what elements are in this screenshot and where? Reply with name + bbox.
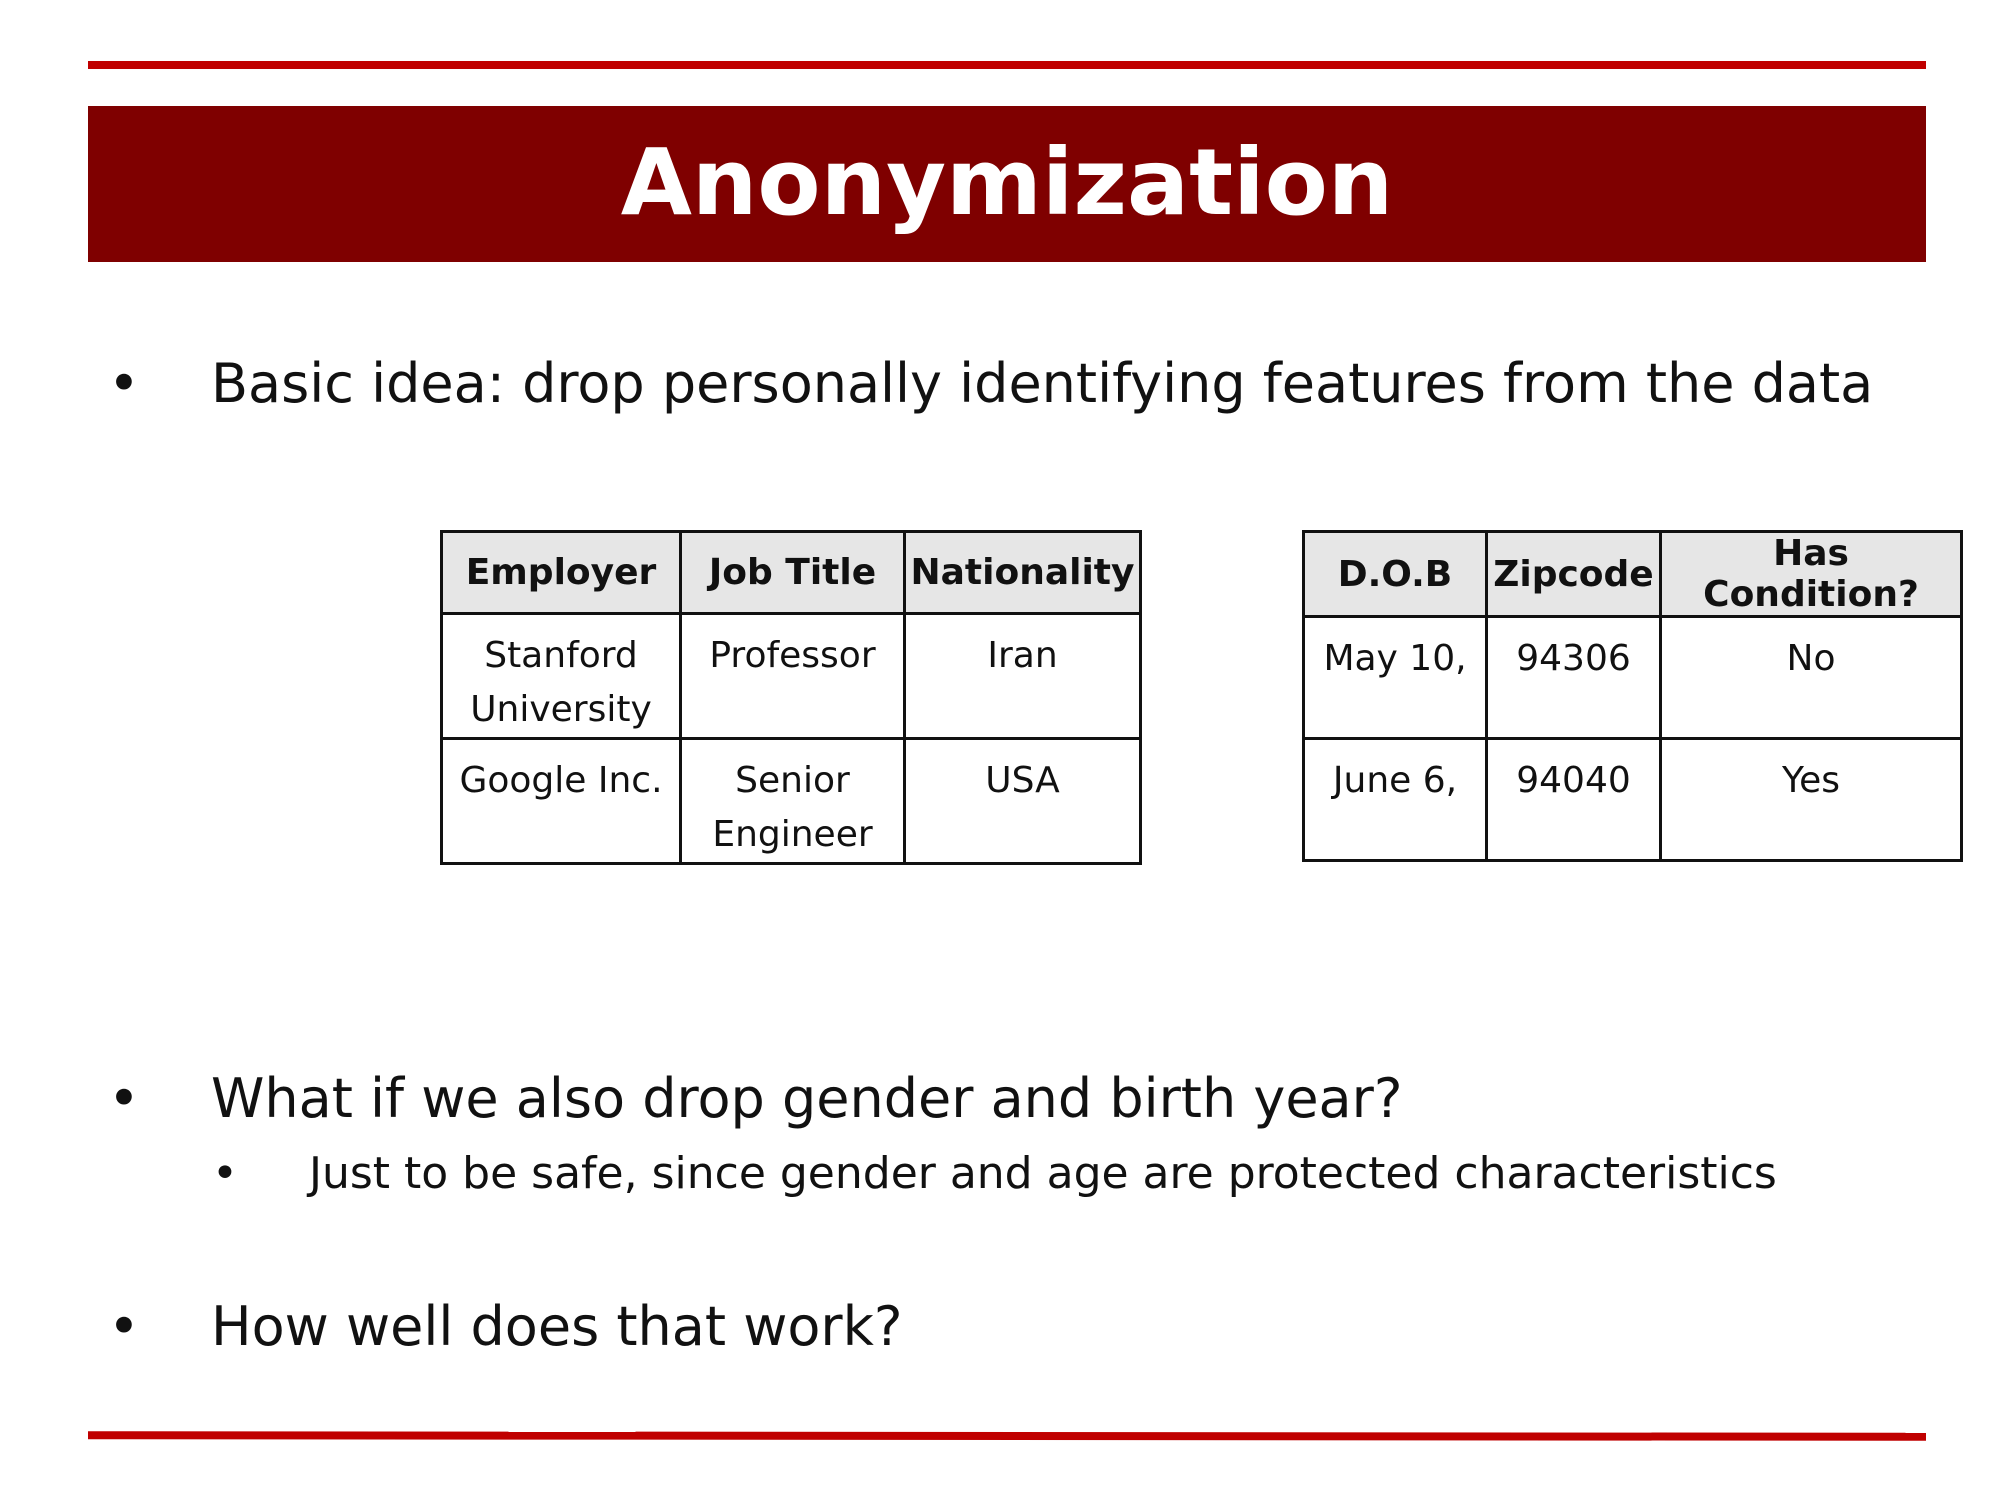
table-cell: No [1661,617,1962,739]
table-cell: Iran [905,614,1141,739]
header-job-title: Job Title [681,532,905,614]
identifying-features-table [440,530,1142,865]
retained-features-table [1302,530,1963,862]
bullet-dot: • [108,352,140,415]
table-cell: June 6, [1304,739,1487,861]
header-has-condition: Has Condition? [1661,532,1962,617]
bullet-text: Just to be safe, since gender and age are protected characteristics [309,1148,1777,1199]
header-zipcode: Zipcode [1487,532,1661,617]
slide-title: Anonymization [620,128,1394,236]
bullet-dot: • [108,1295,140,1358]
table-cell: Stanford University [442,614,681,739]
table-cell: 94306 [1487,617,1661,739]
table-cell: May 10, [1304,617,1487,739]
table-row [1304,739,1962,861]
header-employer: Employer [442,532,681,614]
top-rule [88,61,1926,69]
table-row [1304,617,1962,739]
header-dob: D.O.B [1304,532,1487,617]
table-row [442,739,1141,864]
bottom-rule [88,1431,1926,1441]
header-nationality: Nationality [905,532,1141,614]
table-cell: Professor [681,614,905,739]
title-bar [88,106,1926,262]
bullet-text: What if we also drop gender and birth year? [211,1067,1403,1130]
table-cell: 94040 [1487,739,1661,861]
table-header-row [442,532,1141,614]
table-cell: Senior Engineer [681,739,905,864]
table-cell: USA [905,739,1141,864]
bullet-dot: • [108,1067,140,1130]
table-cell: Google Inc. [442,739,681,864]
table-row [442,614,1141,739]
bullet-text: How well does that work? [211,1295,903,1358]
table-cell: Yes [1661,739,1962,861]
bullet-text: Basic idea: drop personally identifying features from the data [211,352,1874,415]
bullet-dot: • [212,1148,238,1199]
table-header-row [1304,532,1962,617]
